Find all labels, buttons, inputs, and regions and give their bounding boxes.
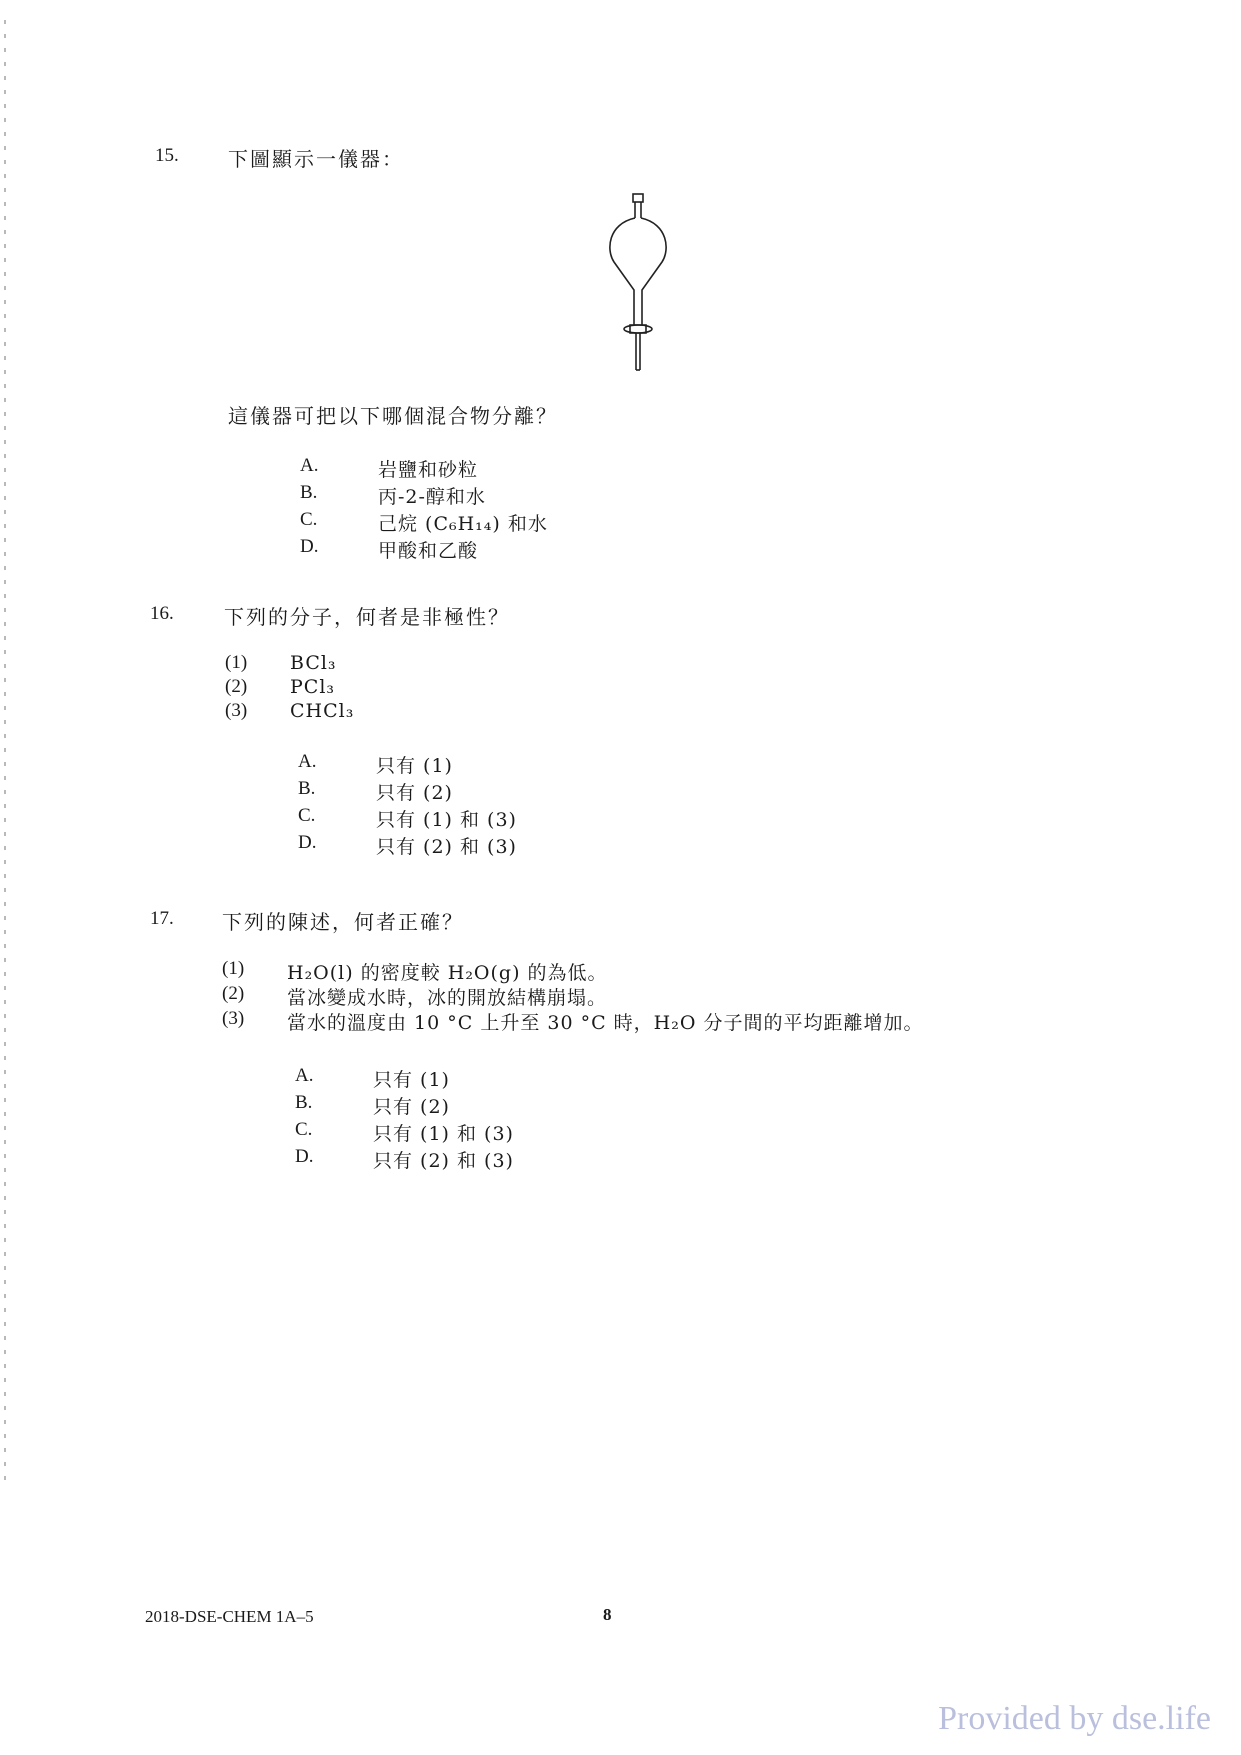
question-16-number: 16. bbox=[150, 603, 174, 624]
statement-17-3 bbox=[222, 1008, 923, 1035]
option-label: C. bbox=[298, 805, 316, 826]
option-17-c bbox=[295, 1119, 514, 1146]
option-label: B. bbox=[295, 1092, 313, 1113]
option-text: 只有 (1) 和 (3) bbox=[373, 1123, 514, 1145]
statement-16-2 bbox=[225, 676, 335, 698]
option-text: 只有 (2) 和 (3) bbox=[373, 1150, 514, 1172]
statement-text: H₂O(l) 的密度較 H₂O(g) 的為低。 bbox=[287, 962, 608, 984]
statement-text: CHCl₃ bbox=[290, 700, 355, 722]
option-16-d bbox=[298, 832, 517, 859]
question-15-stem: 下圖顯示一儀器： bbox=[228, 147, 404, 171]
option-text: 只有 (1) 和 (3) bbox=[376, 809, 517, 831]
statement-text: 當冰變成水時，冰的開放結構崩塌。 bbox=[287, 987, 608, 1009]
statement-text: BCl₃ bbox=[290, 652, 337, 674]
option-16-c bbox=[298, 805, 517, 832]
option-label: D. bbox=[298, 832, 317, 853]
question-15-number: 15. bbox=[155, 145, 179, 166]
option-17-d bbox=[295, 1146, 514, 1173]
statement-label: (1) bbox=[222, 958, 245, 979]
statement-16-1 bbox=[225, 652, 337, 674]
option-label: A. bbox=[300, 455, 319, 476]
option-text: 只有 (2) bbox=[373, 1096, 450, 1118]
option-text: 甲酸和乙酸 bbox=[378, 540, 479, 562]
option-label: D. bbox=[295, 1146, 314, 1167]
watermark-link[interactable]: Provided by dse.life bbox=[938, 1700, 1211, 1737]
separating-funnel-icon bbox=[600, 190, 680, 380]
statement-label: (2) bbox=[225, 676, 248, 697]
option-15-c bbox=[300, 509, 548, 536]
option-text: 己烷 (C₆H₁₄) 和水 bbox=[378, 513, 548, 535]
option-label: C. bbox=[295, 1119, 313, 1140]
option-16-a bbox=[298, 751, 453, 778]
option-text: 只有 (2) bbox=[376, 782, 453, 804]
option-15-b bbox=[300, 482, 486, 509]
option-text: 丙-2-醇和水 bbox=[378, 486, 486, 508]
option-label: B. bbox=[298, 778, 316, 799]
option-17-a bbox=[295, 1065, 450, 1092]
question-15-prompt: 這儀器可把以下哪個混合物分離？ bbox=[228, 404, 558, 428]
option-label: B. bbox=[300, 482, 318, 503]
option-16-b bbox=[298, 778, 453, 805]
question-17-stem: 下列的陳述，何者正確？ bbox=[222, 910, 464, 934]
statement-17-2 bbox=[222, 983, 607, 1010]
statement-text: PCl₃ bbox=[290, 676, 336, 698]
statement-label: (2) bbox=[222, 983, 245, 1004]
option-label: D. bbox=[300, 536, 319, 557]
option-label: A. bbox=[295, 1065, 314, 1086]
statement-label: (3) bbox=[225, 700, 248, 721]
paper-code: 2018-DSE-CHEM 1A–5 bbox=[145, 1607, 314, 1626]
option-label: A. bbox=[298, 751, 317, 772]
option-text: 只有 (1) bbox=[373, 1069, 450, 1091]
option-label: C. bbox=[300, 509, 318, 530]
question-16-stem: 下列的分子，何者是非極性？ bbox=[224, 605, 510, 629]
statement-16-3 bbox=[225, 700, 354, 722]
option-text: 只有 (1) bbox=[376, 755, 453, 777]
statement-label: (1) bbox=[225, 652, 248, 673]
statement-label: (3) bbox=[222, 1008, 245, 1029]
option-15-d bbox=[300, 536, 478, 563]
option-17-b bbox=[295, 1092, 450, 1119]
option-15-a bbox=[300, 455, 478, 482]
question-17-number: 17. bbox=[150, 908, 174, 929]
statement-text: 當水的溫度由 10 °C 上升至 30 °C 時，H₂O 分子間的平均距離增加。 bbox=[287, 1012, 924, 1034]
page-number: 8 bbox=[603, 1605, 612, 1624]
scan-edge-marks bbox=[4, 20, 6, 1480]
option-text: 只有 (2) 和 (3) bbox=[376, 836, 517, 858]
statement-17-1 bbox=[222, 958, 608, 985]
option-text: 岩鹽和砂粒 bbox=[378, 459, 479, 481]
